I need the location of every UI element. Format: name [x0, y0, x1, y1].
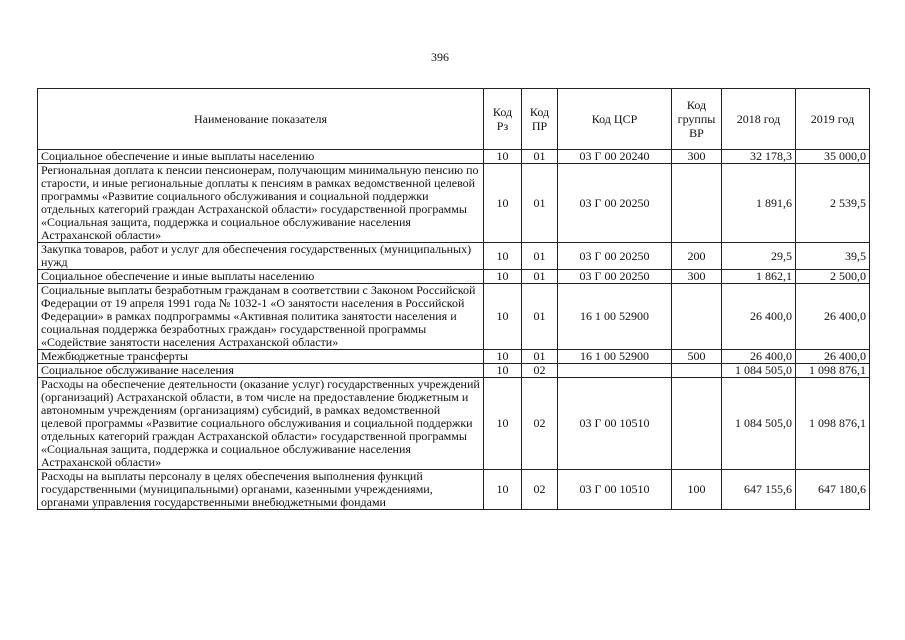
header-vr: Код группы ВР: [672, 89, 722, 150]
page-number: 396: [431, 50, 449, 64]
table-row: [38, 284, 870, 350]
row-rz: 10: [484, 364, 522, 378]
table-row: [38, 364, 870, 378]
row-rz: 10: [484, 270, 522, 284]
row-csr: 03 Г 00 20240: [558, 150, 672, 164]
row-rz: 10: [484, 164, 522, 243]
row-csr: 16 1 00 52900: [558, 284, 672, 350]
row-pr: 02: [522, 378, 558, 470]
table-row: [38, 470, 870, 510]
row-csr: 03 Г 00 20250: [558, 164, 672, 243]
row-name: Расходы на обеспечение деятельности (оказание услуг) государственных учреждений (организаций) Астраханской области, в том числе на предоставление бюджетным и автономным учреждениям (организациям) субсидий, в рамках ведомственной целевой программы «Развитие социального обслуживания и социальной поддержки отдельных категорий граждан Астраханской области» государственной программы «Социальная защита, поддержка и социальное обслуживание населения Астраханской области»: [38, 378, 484, 470]
row-vr: [672, 284, 722, 350]
header-row: [38, 89, 870, 150]
table-body: [38, 150, 870, 510]
row-2019: 2 500,0: [796, 270, 870, 284]
table-row: [38, 150, 870, 164]
row-2019: 26 400,0: [796, 350, 870, 364]
row-name: Социальное обеспечение и иные выплаты населению: [38, 150, 484, 164]
table-row: [38, 243, 870, 270]
row-2018: 32 178,3: [722, 150, 796, 164]
table-row: [38, 350, 870, 364]
row-csr: [558, 364, 672, 378]
row-name: Закупка товаров, работ и услуг для обеспечения государственных (муниципальных) нужд: [38, 243, 484, 270]
row-2018: 26 400,0: [722, 350, 796, 364]
row-2018: 1 084 505,0: [722, 378, 796, 470]
header-pr: Код ПР: [522, 89, 558, 150]
row-name: Социальные выплаты безработным гражданам в соответствии с Законом Российской Федерации от 19 апреля 1991 года № 1032-1 «О занятости населения в Российской Федерации» в рамках подпрограммы «Активная политика занятости населения и социальная поддержка безработных граждан» государственной программы «Содействие занятости населения Астраханской области»: [38, 284, 484, 350]
row-rz: 10: [484, 470, 522, 510]
row-2019: 2 539,5: [796, 164, 870, 243]
row-name: Межбюджетные трансферты: [38, 350, 484, 364]
row-2018: 647 155,6: [722, 470, 796, 510]
header-rz: Код Рз: [484, 89, 522, 150]
row-rz: 10: [484, 378, 522, 470]
row-csr: 03 Г 00 20250: [558, 243, 672, 270]
row-vr: 300: [672, 150, 722, 164]
row-vr: 500: [672, 350, 722, 364]
row-pr: 02: [522, 364, 558, 378]
row-2019: 26 400,0: [796, 284, 870, 350]
row-csr: 03 Г 00 10510: [558, 378, 672, 470]
row-name: Социальное обслуживание населения: [38, 364, 484, 378]
row-pr: 01: [522, 270, 558, 284]
budget-table: [37, 88, 870, 510]
row-vr: 300: [672, 270, 722, 284]
row-2019: 35 000,0: [796, 150, 870, 164]
row-name: Социальное обеспечение и иные выплаты населению: [38, 270, 484, 284]
row-rz: 10: [484, 284, 522, 350]
row-csr: 03 Г 00 20250: [558, 270, 672, 284]
row-csr: 16 1 00 52900: [558, 350, 672, 364]
row-2019: 39,5: [796, 243, 870, 270]
row-vr: [672, 364, 722, 378]
row-pr: 01: [522, 164, 558, 243]
header-2019: 2019 год: [796, 89, 870, 150]
row-2018: 26 400,0: [722, 284, 796, 350]
row-pr: 02: [522, 470, 558, 510]
row-2019: 647 180,6: [796, 470, 870, 510]
row-pr: 01: [522, 284, 558, 350]
row-name: Региональная доплата к пенсии пенсионерам, получающим минимальную пенсию по старости, и иные региональные доплаты к пенсиям в рамках ведомственной целевой программы «Развитие социального обслуживания и социальной поддержки отдельных категорий граждан Астраханской области» государственной программы «Социальная защита, поддержка и социальное обслуживание населения Астраханской области»: [38, 164, 484, 243]
row-2018: 1 084 505,0: [722, 364, 796, 378]
row-2018: 29,5: [722, 243, 796, 270]
row-vr: [672, 164, 722, 243]
table-row: [38, 270, 870, 284]
row-vr: 200: [672, 243, 722, 270]
row-vr: [672, 378, 722, 470]
row-2018: 1 862,1: [722, 270, 796, 284]
row-2019: 1 098 876,1: [796, 378, 870, 470]
header-csr: Код ЦСР: [558, 89, 672, 150]
row-csr: 03 Г 00 10510: [558, 470, 672, 510]
table-row: [38, 164, 870, 243]
row-vr: 100: [672, 470, 722, 510]
table-row: [38, 378, 870, 470]
row-pr: 01: [522, 350, 558, 364]
header-2018: 2018 год: [722, 89, 796, 150]
row-2018: 1 891,6: [722, 164, 796, 243]
row-name: Расходы на выплаты персоналу в целях обеспечения выполнения функций государственными (муниципальными) органами, казенными учреждениями, органами управления государственными внебюджетными фондами: [38, 470, 484, 510]
row-pr: 01: [522, 150, 558, 164]
row-rz: 10: [484, 150, 522, 164]
row-rz: 10: [484, 243, 522, 270]
row-2019: 1 098 876,1: [796, 364, 870, 378]
header-name: Наименование показателя: [38, 89, 484, 150]
row-pr: 01: [522, 243, 558, 270]
row-rz: 10: [484, 350, 522, 364]
